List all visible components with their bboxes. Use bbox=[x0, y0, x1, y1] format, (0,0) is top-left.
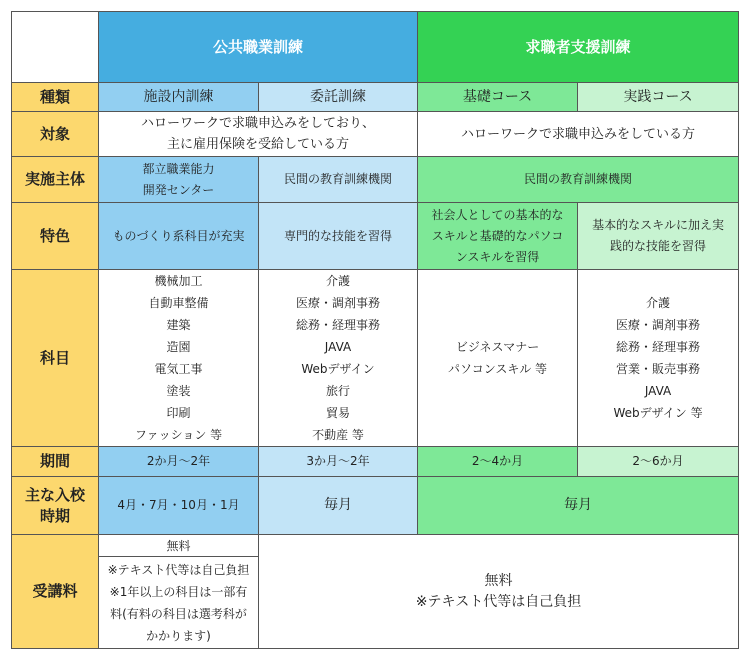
subject-item: 塗装 bbox=[166, 384, 191, 398]
feature-practical-line1: 基本的なスキルに加え実 bbox=[592, 218, 724, 232]
fee-rest-line2: ※テキスト代等は自己負担 bbox=[415, 593, 582, 610]
subject-item: 機械加工 bbox=[154, 274, 203, 288]
org-commissioned: 民間の教育訓練機関 bbox=[259, 157, 418, 203]
subjects-commissioned bbox=[259, 270, 418, 447]
period-facility: 2か月～2年 bbox=[99, 447, 259, 477]
fee-note: かかります) bbox=[146, 628, 211, 643]
admission-commissioned: 毎月 bbox=[259, 477, 418, 535]
admission-seeker: 毎月 bbox=[418, 477, 739, 535]
subject-item: ビジネスマナー bbox=[455, 340, 540, 354]
subjects-basic bbox=[418, 270, 578, 447]
subject-item: 総務・経理事務 bbox=[616, 340, 701, 354]
org-label: 実施主体 bbox=[12, 157, 99, 203]
type-facility: 施設内訓練 bbox=[99, 83, 259, 112]
subject-item: 介護 bbox=[646, 296, 671, 310]
period-basic: 2～4か月 bbox=[418, 447, 578, 477]
subject-item: パソコンスキル 等 bbox=[447, 362, 548, 376]
subject-item: 総務・経理事務 bbox=[296, 318, 381, 332]
target-seeker: ハローワークで求職申込みをしている方 bbox=[418, 112, 739, 157]
type-label: 種類 bbox=[12, 83, 99, 112]
feature-facility: ものづくり系科目が充実 bbox=[99, 203, 259, 270]
feature-basic-line3: ンスキルを習得 bbox=[455, 249, 540, 264]
subjects-label: 科目 bbox=[12, 270, 99, 447]
subject-item: 医療・調剤事務 bbox=[616, 318, 701, 332]
subject-item: 介護 bbox=[326, 274, 351, 288]
admission-label bbox=[12, 477, 99, 535]
subject-item: ファッション 等 bbox=[134, 428, 223, 442]
subject-item: 印刷 bbox=[166, 406, 191, 420]
public-training-header: 公共職業訓練 bbox=[99, 12, 418, 83]
org-facility-line1: 都立職業能力 bbox=[142, 161, 215, 176]
fee-note: ※1年以上の科目は一部有 bbox=[109, 584, 248, 599]
seeker-training-header: 求職者支援訓練 bbox=[418, 12, 739, 83]
period-practical: 2～6か月 bbox=[578, 447, 739, 477]
admission-label-line1: 主な入校 bbox=[24, 485, 85, 504]
period-commissioned: 3か月～2年 bbox=[259, 447, 418, 477]
type-practical-course: 実践コース bbox=[578, 83, 739, 112]
admission-facility: 4月・7月・10月・1月 bbox=[99, 477, 259, 535]
fee-facility-free: 無料 bbox=[99, 535, 259, 557]
target-public-line1: ハローワークで求職申込みをしており、 bbox=[141, 116, 376, 131]
feature-basic-line1: 社会人としての基本的な bbox=[431, 207, 564, 222]
subjects-facility bbox=[99, 270, 259, 447]
corner-cell bbox=[12, 12, 99, 83]
subject-item: Webデザイン bbox=[301, 362, 375, 376]
org-facility-line2: 開発センター bbox=[142, 182, 215, 197]
target-label: 対象 bbox=[12, 112, 99, 157]
period-label: 期間 bbox=[12, 447, 99, 477]
subject-item: 建築 bbox=[166, 318, 191, 332]
subject-item: 電気工事 bbox=[154, 362, 203, 376]
type-commissioned: 委託訓練 bbox=[259, 83, 418, 112]
fee-rest bbox=[259, 535, 739, 649]
subject-item: JAVA bbox=[644, 384, 672, 398]
feature-basic bbox=[418, 203, 578, 270]
training-comparison-table bbox=[11, 11, 739, 649]
subject-item: Webデザイン 等 bbox=[613, 406, 703, 420]
subject-item: 営業・販売事務 bbox=[616, 362, 701, 376]
subject-item: 貿易 bbox=[326, 406, 351, 420]
fee-note: 料(有料の科目は選考科が bbox=[110, 606, 247, 621]
subject-item: 医療・調剤事務 bbox=[296, 296, 381, 310]
subject-item: 旅行 bbox=[326, 384, 351, 398]
subject-item: 造園 bbox=[166, 340, 191, 354]
subject-item: 自動車整備 bbox=[148, 296, 209, 310]
admission-label-line2: 時期 bbox=[39, 506, 70, 525]
feature-practical-line2: 践的な技能を習得 bbox=[610, 239, 707, 253]
fee-label: 受講料 bbox=[12, 535, 99, 649]
feature-label: 特色 bbox=[12, 203, 99, 270]
fee-note: ※テキスト代等は自己負担 bbox=[107, 562, 250, 577]
subjects-practical bbox=[578, 270, 739, 447]
feature-commissioned: 専門的な技能を習得 bbox=[259, 203, 418, 270]
feature-practical bbox=[578, 203, 739, 270]
fee-facility-notes bbox=[99, 557, 259, 649]
org-facility bbox=[99, 157, 259, 203]
target-public bbox=[99, 112, 418, 157]
org-seeker: 民間の教育訓練機関 bbox=[418, 157, 739, 203]
target-public-line2: 主に雇用保険を受給している方 bbox=[167, 137, 350, 152]
fee-rest-line1: 無料 bbox=[484, 572, 513, 589]
feature-basic-line2: スキルと基礎的なパソコ bbox=[431, 228, 564, 243]
type-basic-course: 基礎コース bbox=[418, 83, 578, 112]
subject-item: 不動産 等 bbox=[312, 428, 364, 442]
subject-item: JAVA bbox=[324, 340, 352, 354]
